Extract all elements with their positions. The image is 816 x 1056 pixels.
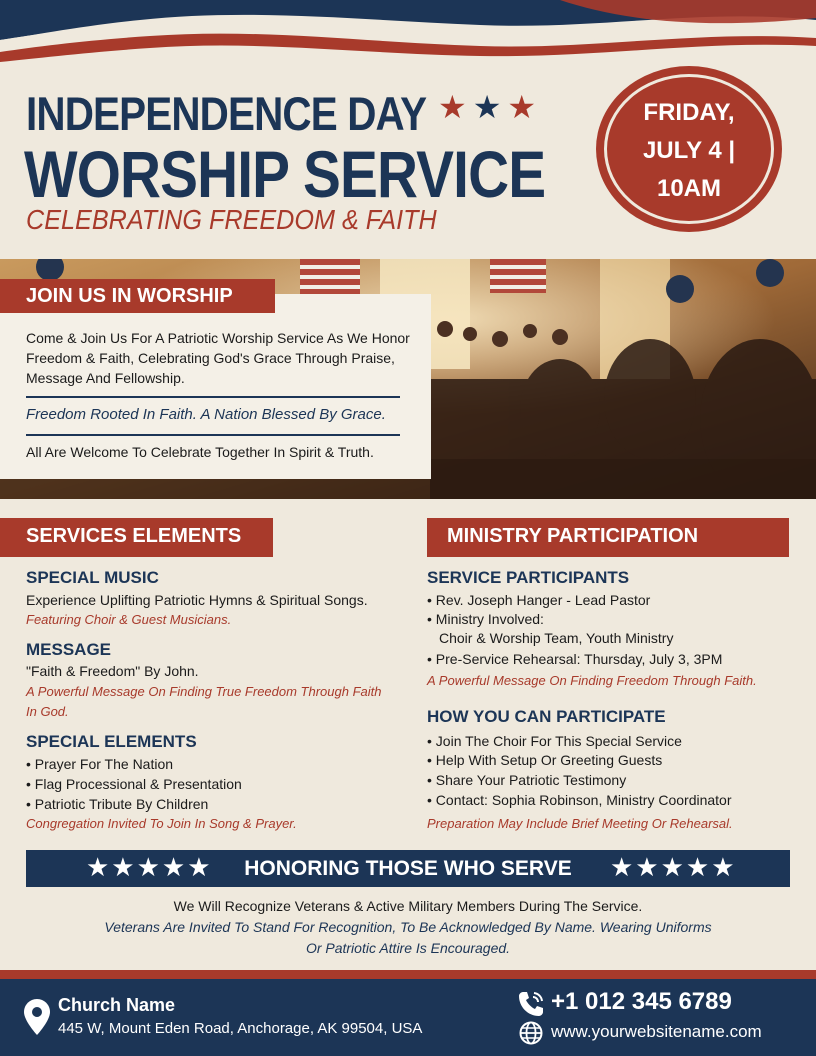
list-item: • Share Your Patriotic Testimony [427,770,626,790]
participation-note: Preparation May Include Brief Meeting Or Rehearsal. [427,816,733,831]
special-music-note: Featuring Choir & Guest Musicians. [26,612,232,627]
honor-invite-1: Veterans Are Invited To Stand For Recognition, To Be Acknowledged By Name. Wearing Uniforms [104,919,712,935]
worship-description: Come & Join Us For A Patriotic Worship Service As We Honor Freedom & Faith, Celebrating God's Grace Through Praise, Message And Fellowship. [26,330,410,386]
special-elements-note: Congregation Invited To Join In Song & Prayer. [26,816,297,831]
list-item: • Join The Choir For This Special Service [427,731,682,751]
list-item-detail: Choir & Worship Team, Youth Ministry [439,630,674,646]
date-line-2: JULY 4 | [642,137,736,164]
date-line-1: FRIDAY, [643,99,735,126]
tagline: CELEBRATING FREEDOM & FAITH [26,204,437,235]
title-line-1: INDEPENDENCE DAY [26,87,427,140]
star-icons: ★★★★★ [86,852,213,882]
ministry-heading: MINISTRY PARTICIPATION [427,518,789,554]
list-item: • Contact: Sophia Robinson, Ministry Coordinator [427,790,732,810]
title-stars-decoration: ★★★ [438,89,543,125]
honor-banner [26,850,790,887]
divider [0,554,273,557]
globe-icon [519,1021,543,1045]
honor-invite-2: Or Patriotic Attire Is Encouraged. [305,940,511,956]
footer [0,979,816,1056]
services-heading: SERVICES ELEMENTS [0,518,273,554]
honor-text: We Will Recognize Veterans & Active Military Members During The Service. [173,898,643,914]
list-item: • Pre-Service Rehearsal: Thursday, July 3, 3PM [427,649,722,669]
list-item: • Prayer For The Nation [26,754,173,774]
list-item: • Help With Setup Or Greeting Guests [427,750,662,770]
worship-quote: Freedom Rooted In Faith. A Nation Blessed By Grace. [26,406,386,423]
date-line-3: 10AM [656,175,722,202]
title-line-2: WORSHIP SERVICE [24,137,546,211]
message-note: A Powerful Message On Finding True Freedom Through Faith In God. [26,684,382,719]
special-elements-title: SPECIAL ELEMENTS [26,732,197,751]
website-link[interactable]: www.yourwebsitename.com [551,1022,762,1041]
worship-heading: JOIN US IN WORSHIP [0,279,275,313]
location-pin-icon [24,999,50,1035]
worship-welcome: All Are Welcome To Celebrate Together In Spirit & Truth. [26,444,374,460]
church-address: 445 W, Mount Eden Road, Anchorage, AK 99504, USA [58,1020,423,1037]
special-music-title: SPECIAL MUSIC [26,568,159,587]
divider [26,396,400,398]
service-participants-title: SERVICE PARTICIPANTS [427,568,630,587]
participants-note: A Powerful Message On Finding Freedom Through Faith. [427,673,757,688]
how-to-participate-title: HOW YOU CAN PARTICIPATE [427,707,666,726]
special-music-text: Experience Uplifting Patriotic Hymns & Spiritual Songs. [26,592,368,608]
list-item: • Flag Processional & Presentation [26,774,242,794]
list-item: • Ministry Involved: [427,609,544,629]
list-item: • Rev. Joseph Hanger - Lead Pastor [427,590,650,610]
message-title: MESSAGE [26,640,112,659]
date-badge [596,66,782,232]
footer-stripe [0,970,816,979]
divider [26,434,400,436]
honor-title: HONORING THOSE WHO SERVE [244,857,572,880]
divider [427,554,789,557]
phone-number[interactable]: +1 012 345 6789 [551,988,732,1015]
church-name: Church Name [58,995,176,1015]
star-icons: ★★★★★ [610,852,737,882]
phone-icon [517,990,545,1018]
list-item: • Patriotic Tribute By Children [26,794,208,814]
message-text: "Faith & Freedom" By John. [26,663,199,679]
